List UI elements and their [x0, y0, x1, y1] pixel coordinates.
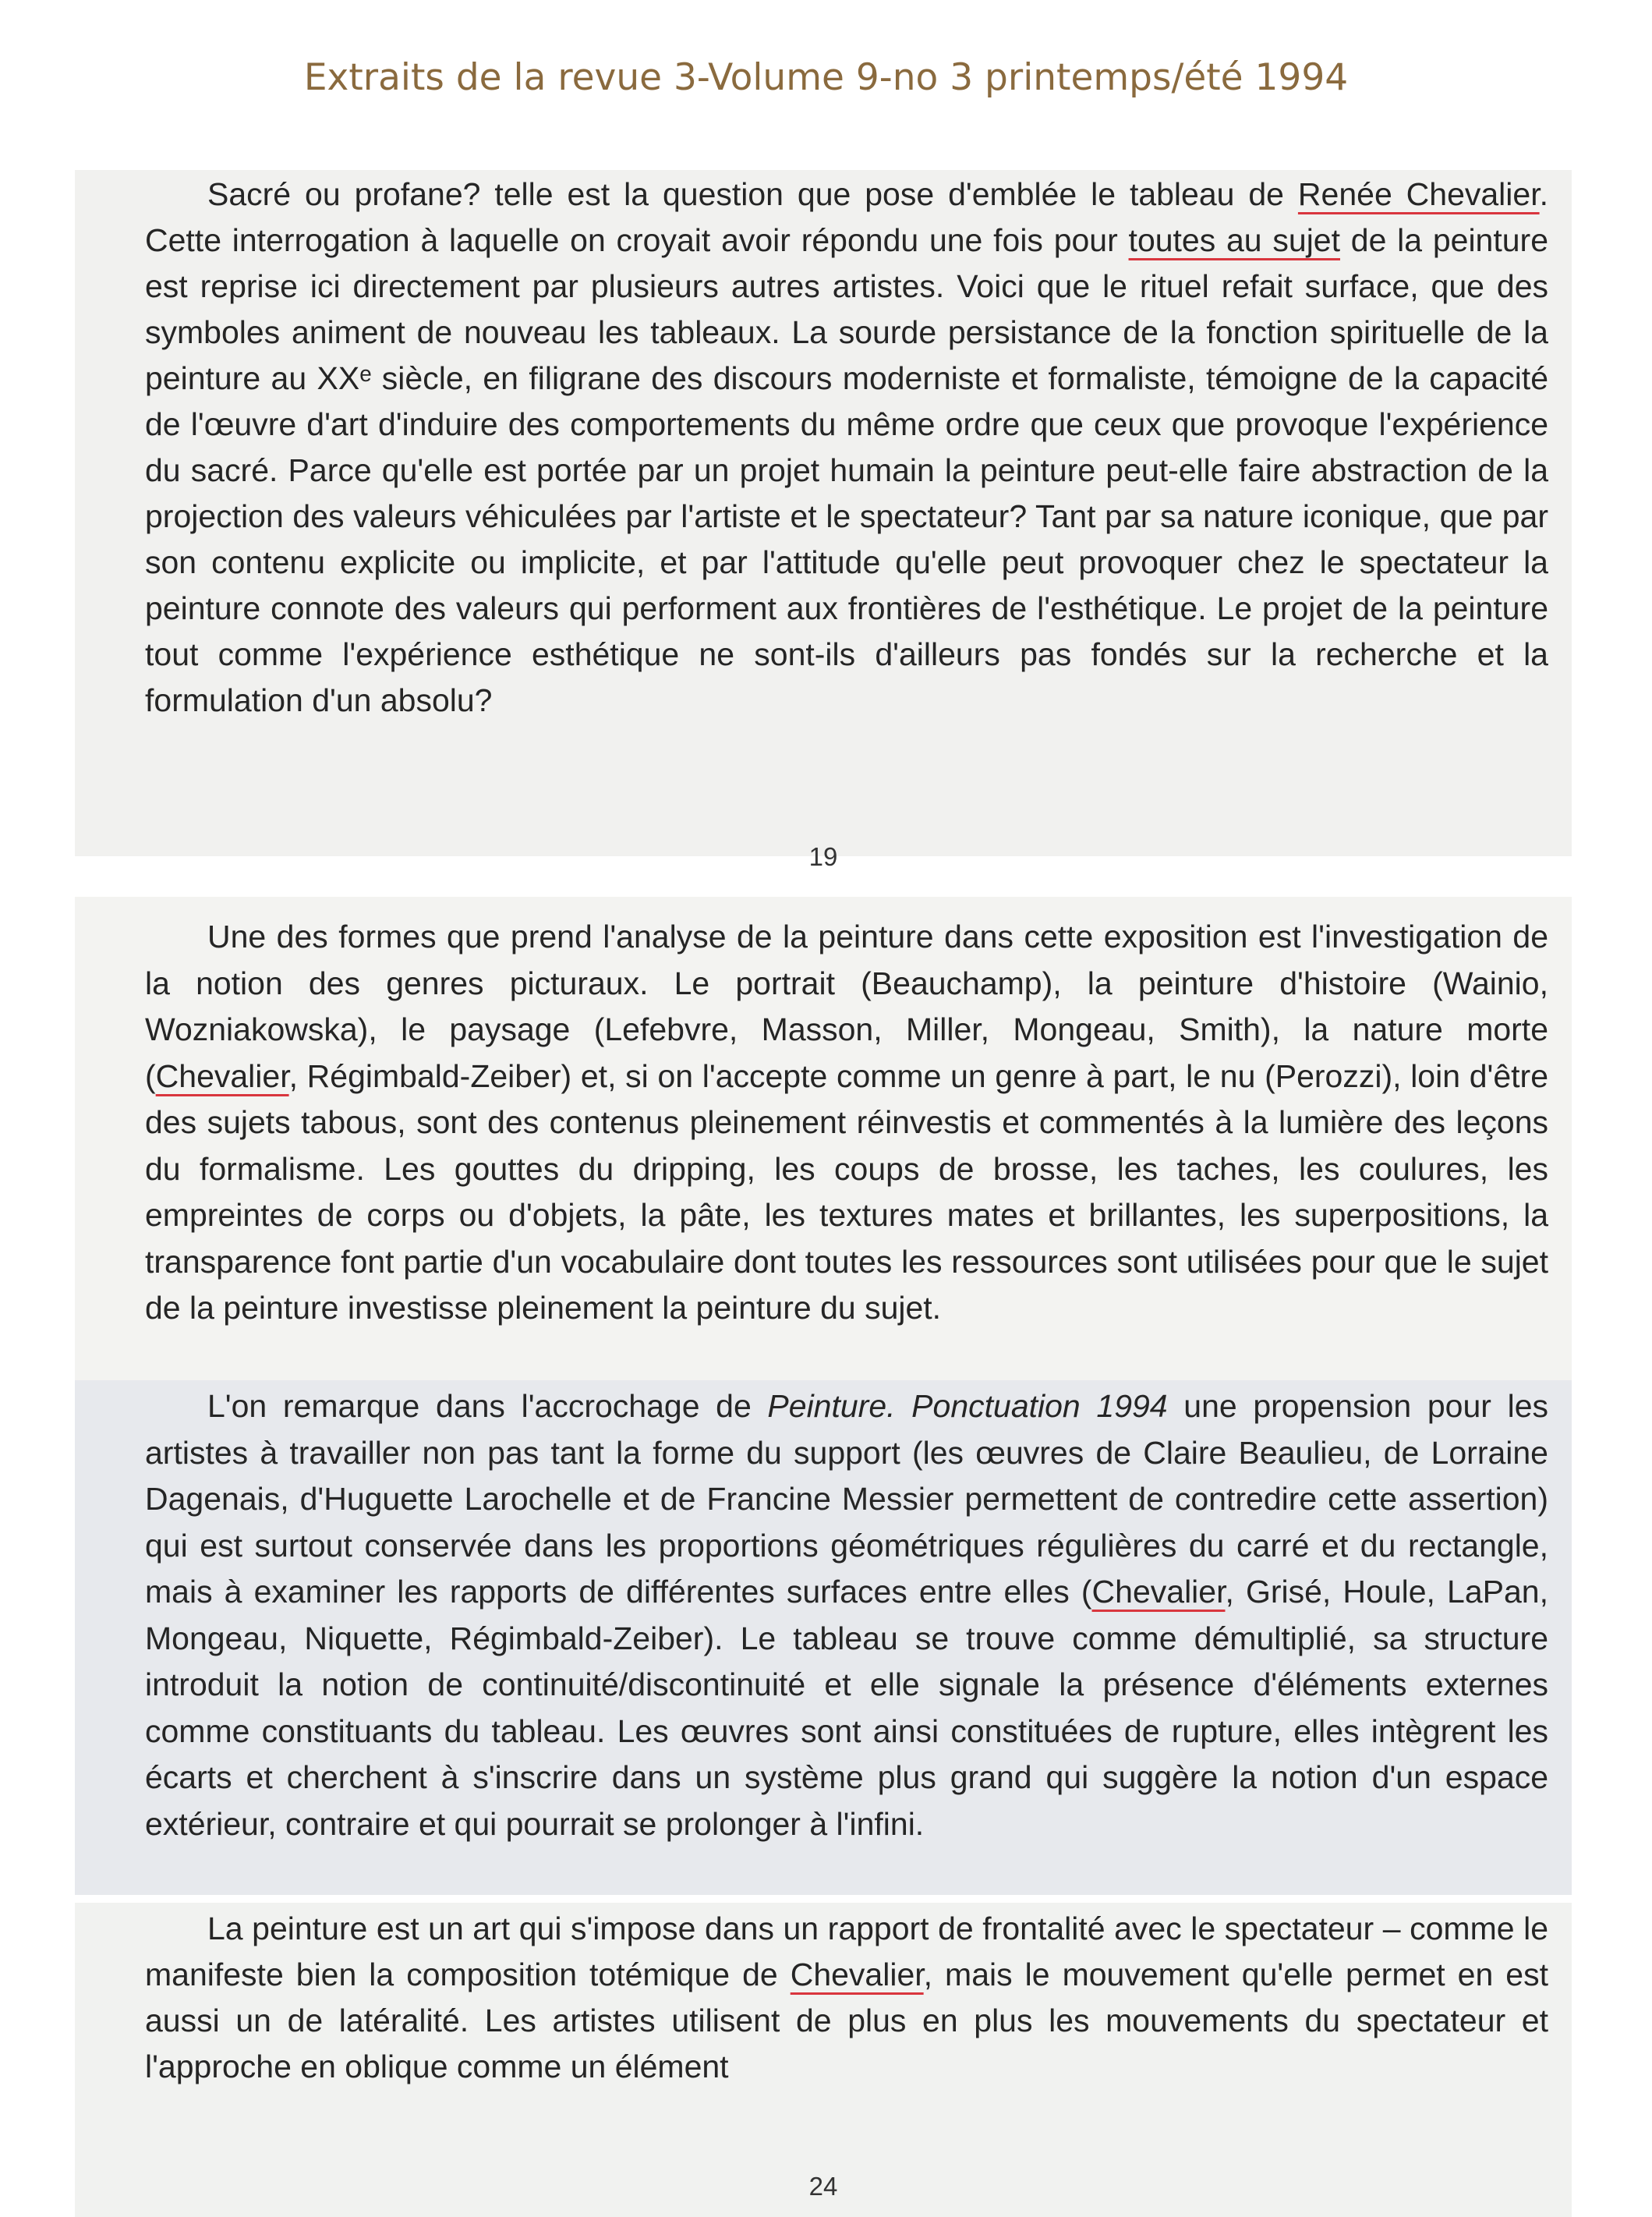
page-number: 19 — [808, 842, 838, 871]
text-run: Sacré ou profane? telle est la question que pose d'emblée le tableau de — [207, 176, 1298, 212]
scan-excerpt-page-19 — [75, 170, 1572, 871]
paragraph-accrochage — [145, 1383, 1548, 1847]
text-run: L'on remarque dans l'accrochage de — [207, 1388, 768, 1424]
underlined-name-chevalier: Chevalier — [1091, 1574, 1226, 1610]
text-run: Une des formes que prend l'analyse de la peinture dans cette exposition est l'investigation de la notion des genres picturaux. Le portrait (Beauchamp), la peinture d'histoire (Wainio, Wozniakowska), le paysage (Lefebvre, Masson, Miller, Mongeau, Smith), la nature morte ( — [145, 919, 1548, 1094]
paragraph-sacre-ou-profane — [145, 172, 1548, 724]
underlined-phrase: toutes au sujet — [1128, 222, 1340, 258]
underlined-name-renee-chevalier: Renée Chevalier — [1297, 176, 1540, 212]
scan-excerpt-page-24 — [75, 1903, 1572, 2217]
page-title: Extraits de la revue 3-Volume 9-no 3 printemps/été 1994 — [303, 56, 1349, 99]
scan-excerpt-accrochage — [75, 1380, 1572, 1895]
text-run: , mais le mouvement qu'elle permet en est aussi un de latéralité. Les artistes utilisent de plus en plus les mouvements du spectateur et l'approche en oblique comme un élément — [145, 1957, 1548, 2084]
underlined-name-chevalier: Chevalier — [155, 1057, 289, 1094]
paragraph-genres-picturaux — [145, 914, 1548, 1332]
page-number: 24 — [808, 2172, 838, 2201]
text-run: de la peinture est reprise ici directement par plusieurs autres artistes. Voici que le rituel refait surface, que des symboles animent de nouveau les tableaux. La sourde persistance de la fonction spirituelle de la peinture au XXᵉ siècle, en filigrane des discours moderniste et formaliste, témoigne de la capacité de l'œuvre d'art d'induire des comportements du même ordre que ceux que provoque l'expérience du sacré. Parce qu'elle est portée par un projet humain la peinture peut-elle faire abstraction de la projection des valeurs véhiculées par l'artiste et le spectateur? Tant par sa nature iconique, que par son contenu explicite ou implicite, et par l'attitude qu'elle peut provoquer chez le spectateur la peinture connote des valeurs qui performent aux frontières de l'esthétique. Le projet de la peinture tout comme l'expérience esthétique ne sont-ils d'ailleurs pas fondés sur la recherche et la formulation d'un absolu? — [145, 222, 1549, 718]
text-run: , Régimbald-Zeiber) et, si on l'accepte comme un genre à part, le nu (Perozzi), loin d'être des sujets tabous, sont des contenus pleinement réinvestis et commentés à la lumière des leçons du formalisme. Les gouttes du dripping, les coups de brosse, les taches, les coulures, les empreintes de corps ou d'objets, la pâte, les textures mates et brillantes, les superpositions, la transparence font partie d'un vocabulaire dont toutes les ressources sont utilisées pour que le sujet de la peinture investisse pleinement la peinture du sujet. — [145, 1057, 1548, 1326]
text-run: . Cette interrogation à laquelle on croyait avoir répondu une fois pour — [145, 176, 1549, 258]
text-run: La peinture est un art qui s'impose dans un rapport de frontalité avec le spectateur – comme le manifeste bien la composition totémique de — [145, 1911, 1548, 1992]
underlined-name-chevalier: Chevalier — [790, 1957, 924, 1992]
text-run: , Grisé, Houle, LaPan, Mongeau, Niquette, Régimbald-Zeiber). Le tableau se trouve comme démultiplié, sa structure introduit la notion de continuité/discontinuité et elle signale la présence d'éléments externes comme constituants du tableau. Les œuvres sont ainsi constituées de rupture, elles intègrent les écarts et cherchent à s'inscrire dans un système plus grand qui suggère la notion d'un espace extérieur, contraire et qui pourrait se prolonger à l'infini. — [145, 1574, 1548, 1842]
paragraph-frontalite — [145, 1906, 1548, 2090]
exhibition-title: Peinture. Ponctuation 1994 — [767, 1388, 1168, 1424]
scan-excerpt-genres — [75, 897, 1572, 1380]
text-run: une propension pour les artistes à travailler non pas tant la forme du support (les œuvres de Claire Beaulieu, de Lorraine Dagenais, d'Huguette Larochelle et de Francine Messier permettent de contredire cette assertion) qui est surtout conservée dans les proportions géométriques régulières du carré et du rectangle, mais à examiner les rapports de différentes surfaces entre elles ( — [145, 1388, 1548, 1610]
